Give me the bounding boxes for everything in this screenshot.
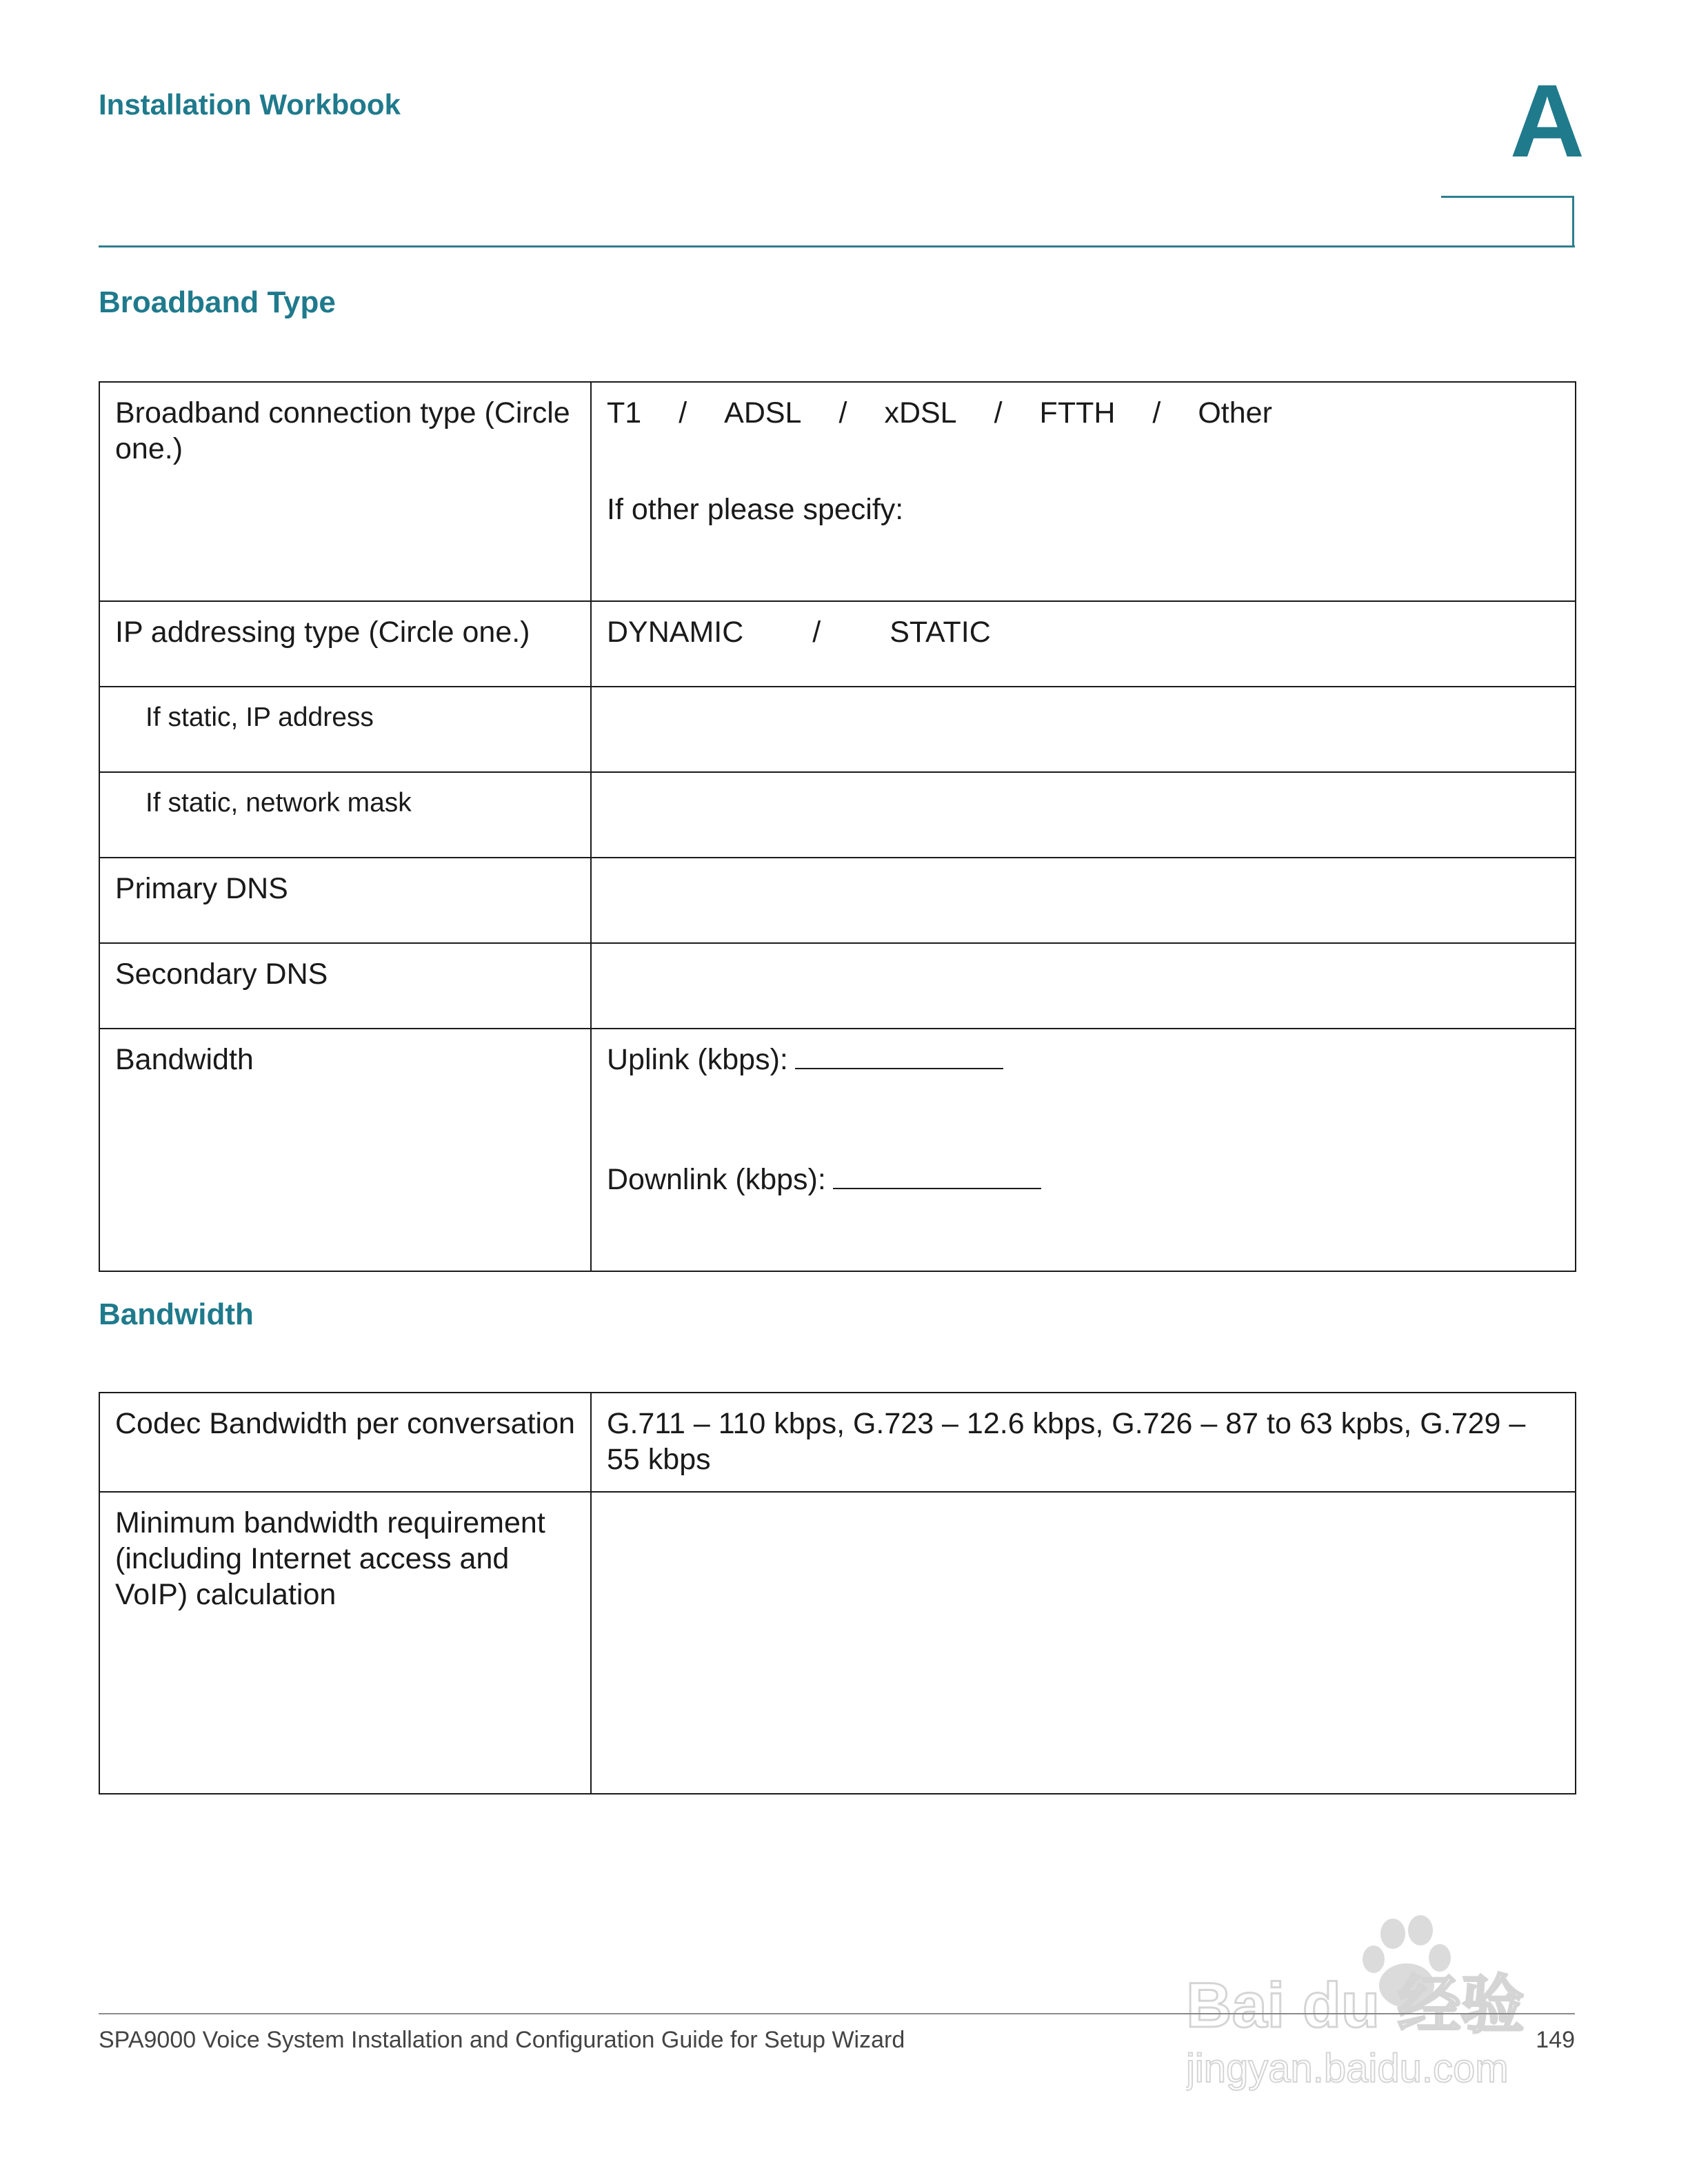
row-label: Secondary DNS — [99, 943, 591, 1029]
downlink-label: Downlink (kbps): — [607, 1163, 826, 1196]
separator: / — [1152, 396, 1161, 429]
connection-type-options — [607, 395, 1560, 431]
row-label: IP addressing type (Circle one.) — [99, 601, 591, 687]
table-row — [99, 772, 1576, 858]
option-ftth[interactable]: FTTH — [1039, 396, 1116, 429]
bandwidth-cell — [591, 1029, 1576, 1271]
separator: / — [679, 396, 687, 429]
option-dynamic[interactable]: DYNAMIC — [607, 616, 744, 649]
footer-page-number: 149 — [1536, 2027, 1575, 2053]
downlink-blank[interactable] — [833, 1188, 1041, 1189]
row-label: Broadband connection type (Circle one.) — [99, 382, 591, 601]
downlink-line — [607, 1162, 1560, 1197]
row-label: Bandwidth — [99, 1029, 591, 1271]
row-label: Minimum bandwidth requirement (including Internet access and VoIP) calculation — [99, 1492, 591, 1794]
separator: / — [994, 396, 1003, 429]
footer-doc-title: SPA9000 Voice System Installation and Configuration Guide for Setup Wizard — [99, 2027, 905, 2053]
row-label: Primary DNS — [99, 858, 591, 943]
connection-type-cell — [591, 382, 1576, 601]
option-other[interactable]: Other — [1198, 396, 1272, 429]
baidu-watermark — [1186, 1910, 1572, 2103]
section-title-broadband: Broadband Type — [99, 285, 336, 319]
table-row — [99, 687, 1576, 772]
ip-type-cell — [591, 601, 1576, 687]
table-row — [99, 943, 1576, 1029]
secondary-dns-entry-cell[interactable] — [591, 943, 1576, 1029]
option-xdsl[interactable]: xDSL — [884, 396, 957, 429]
row-label: Codec Bandwidth per conversation — [99, 1393, 591, 1492]
primary-dns-entry-cell[interactable] — [591, 858, 1576, 943]
option-t1[interactable]: T1 — [607, 396, 642, 429]
row-label: If static, IP address — [99, 687, 591, 772]
separator: / — [838, 396, 847, 429]
option-adsl[interactable]: ADSL — [724, 396, 802, 429]
network-mask-entry-cell[interactable] — [591, 772, 1576, 858]
table-row — [99, 1393, 1576, 1492]
header-rule — [99, 245, 1575, 247]
table-row — [99, 1492, 1576, 1794]
uplink-label: Uplink (kbps): — [607, 1043, 788, 1076]
table-row — [99, 1029, 1576, 1271]
page-header-title: Installation Workbook — [99, 88, 401, 121]
option-static[interactable]: STATIC — [890, 616, 991, 649]
static-ip-entry-cell[interactable] — [591, 687, 1576, 772]
table-row — [99, 382, 1576, 601]
broadband-table — [99, 381, 1576, 1272]
table-row — [99, 601, 1576, 687]
uplink-line — [607, 1042, 1560, 1078]
table-row — [99, 858, 1576, 943]
separator: / — [812, 616, 821, 649]
watermark-brand-text: Bai du 经验 — [1186, 1970, 1525, 2041]
bandwidth-table — [99, 1392, 1576, 1794]
watermark-url-text: jingyan.baidu.com — [1186, 2046, 1509, 2091]
uplink-blank[interactable] — [795, 1068, 1003, 1069]
codec-value: G.711 – 110 kbps, G.723 – 12.6 kbps, G.726 – 87 to 63 kpbs, G.729 – 55 kbps — [591, 1393, 1576, 1492]
row-label: If static, network mask — [99, 772, 591, 858]
appendix-box-rule — [1441, 196, 1574, 247]
section-title-bandwidth: Bandwidth — [99, 1297, 254, 1331]
minimum-bandwidth-entry-cell[interactable] — [591, 1492, 1576, 1794]
other-specify-prompt: If other please specify: — [607, 493, 904, 526]
appendix-letter: A — [1509, 63, 1585, 179]
